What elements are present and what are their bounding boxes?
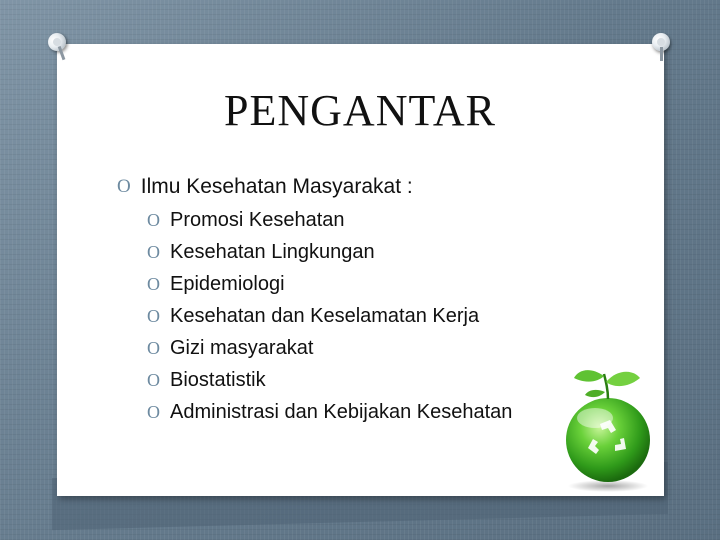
list-item-text: Promosi Kesehatan (170, 209, 345, 231)
list-item (147, 396, 512, 428)
recycle-globe-with-sprout-icon (548, 362, 668, 494)
list-item-text: Kesehatan Lingkungan (170, 241, 375, 263)
sub-bullet-list (147, 204, 512, 428)
list-item (147, 364, 512, 396)
main-bullet (117, 175, 413, 199)
list-item (147, 332, 512, 364)
pushpin-icon (652, 33, 670, 51)
list-item (147, 268, 512, 300)
list-item-text: Administrasi dan Kebijakan Kesehatan (170, 401, 513, 423)
list-item-text: Biostatistik (170, 369, 266, 391)
bullet-marker: O (147, 338, 160, 358)
list-item-text: Gizi masyarakat (170, 337, 314, 359)
bullet-marker: O (147, 274, 160, 294)
bullet-marker: O (147, 306, 160, 326)
list-item (147, 300, 512, 332)
list-item (147, 204, 512, 236)
bullet-marker: O (147, 402, 160, 422)
bullet-marker: O (147, 242, 160, 262)
list-item-text: Kesehatan dan Keselamatan Kerja (170, 305, 480, 327)
slide-title: PENGANTAR (224, 86, 496, 135)
list-item-text: Epidemiologi (170, 273, 285, 295)
bullet-marker: O (117, 176, 131, 197)
list-item (147, 236, 512, 268)
main-bullet-text: Ilmu Kesehatan Masyarakat : (140, 175, 413, 198)
bullet-marker: O (147, 210, 160, 230)
bullet-marker: O (147, 370, 160, 390)
